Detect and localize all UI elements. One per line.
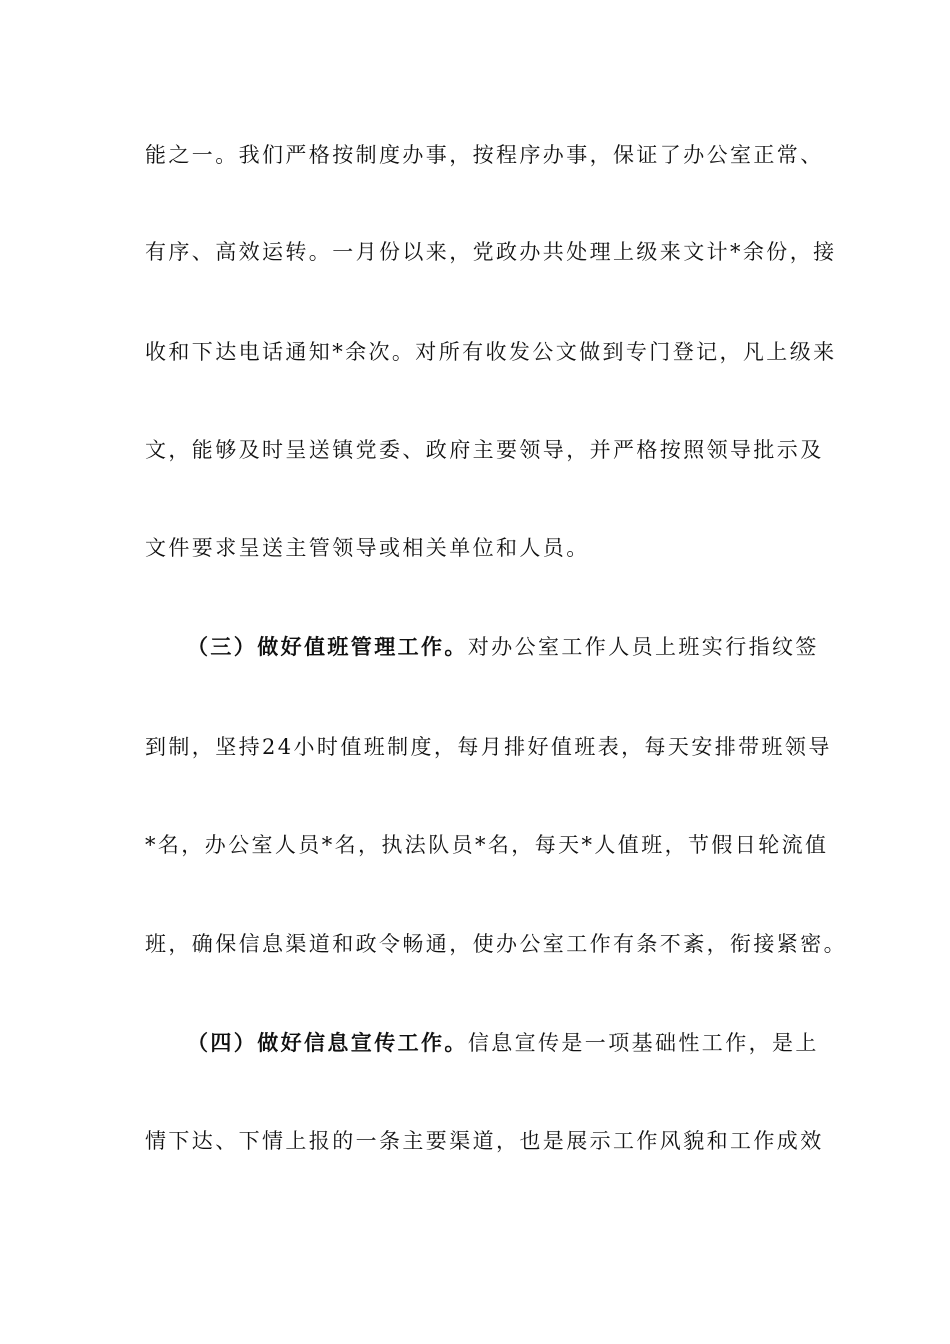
paragraph-line: 文，能够及时呈送镇党委、政府主要领导，并严格按照领导批示及 (145, 438, 824, 462)
paragraph-line: 文件要求呈送主管领导或相关单位和人员。 (145, 536, 590, 560)
section-4-text: 信息宣传是一项基础性工作，是上 (467, 1031, 819, 1055)
paragraph-line: 到制，坚持24小时值班制度，每月排好值班表，每天安排带班领导 (145, 735, 832, 759)
paragraph-line: 班，确保信息渠道和政令畅通，使办公室工作有条不紊，衔接紧密。 (145, 932, 847, 956)
paragraph-line: 情下达、下情上报的一条主要渠道，也是展示工作风貌和工作成效 (145, 1129, 824, 1153)
section-3-first-line (187, 632, 867, 662)
section-4-heading: （四）做好信息宣传工作。 (187, 1030, 468, 1055)
paragraph-line: 有序、高效运转。一月份以来，党政办共处理上级来文计*余份，接 (145, 240, 837, 264)
paragraph-line: 能之一。我们严格按制度办事，按程序办事，保证了办公室正常、 (145, 143, 824, 167)
section-4-first-line (187, 1028, 867, 1058)
paragraph-line: *名，办公室人员*名，执法队员*名，每天*人值班，节假日轮流值 (145, 833, 829, 857)
section-3-text: 对办公室工作人员上班实行指纹签 (467, 635, 819, 659)
section-3-heading: （三）做好值班管理工作。 (187, 634, 468, 659)
paragraph-line: 收和下达电话通知*余次。对所有收发公文做到专门登记，凡上级来 (145, 340, 837, 364)
